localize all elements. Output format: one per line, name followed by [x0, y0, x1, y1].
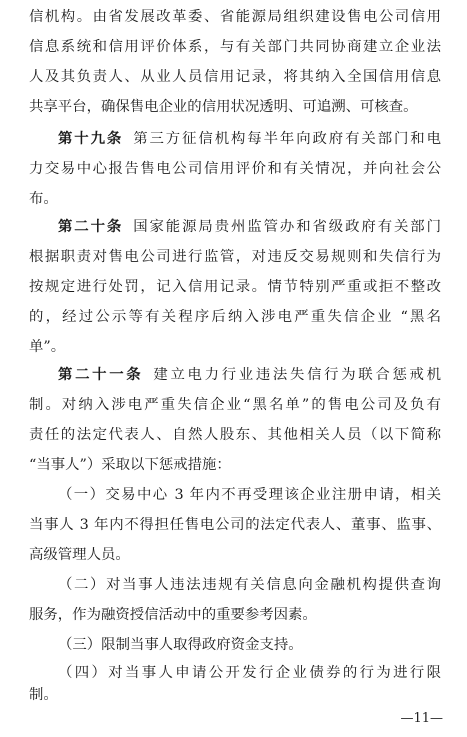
body-text-line: 信机构。由省发展改革委、省能源局组织建设售电公司信用 — [29, 9, 441, 25]
article-21-heading: 第二十一条 — [58, 367, 144, 383]
article-21-text: 建立电力行业违法失信行为联合惩戒机 — [153, 367, 441, 383]
body-text-line: 力交易中心报告售电公司信用评价和有关情况，并向社会公 — [29, 161, 441, 177]
measure-1-line: （一）交易中心 3 年内不再受理该企业注册申请，相关 — [58, 487, 441, 503]
body-text-line: “当事人”）采取以下惩戒措施： — [29, 457, 231, 473]
article-20-text: 国家能源局贵州监管办和省级政府有关部门 — [133, 219, 441, 235]
body-text-line: 制。对纳入涉电严重失信企业“黑名单”的售电公司及负有 — [29, 397, 441, 413]
measure-3-line: （三）限制当事人取得政府资金支持。 — [58, 637, 303, 653]
article-20-heading: 第二十条 — [58, 219, 124, 235]
body-text-line: 制。 — [29, 687, 58, 703]
body-text-line: 布。 — [29, 191, 58, 207]
article-21-line — [58, 360, 441, 390]
article-19-heading: 第十九条 — [58, 131, 124, 147]
article-20-line — [58, 212, 441, 242]
body-text-line: 信息系统和信用评价体系，与有关部门共同协商建立企业法 — [29, 39, 441, 55]
article-19-line — [58, 124, 441, 154]
body-text-line: 共享平台，确保售电企业的信用状况透明、可追溯、可核查。 — [29, 99, 418, 115]
body-text-line: 责任的法定代表人、自然人股东、其他相关人员（以下简称 — [29, 427, 441, 443]
body-text-line: 高级管理人员。 — [29, 547, 130, 563]
body-text-line: 根据职责对售电公司进行监管，对违反交易规则和失信行为 — [29, 249, 441, 265]
article-19-text: 第三方征信机构每半年向政府有关部门和电 — [133, 131, 441, 147]
body-text-line: 按规定进行处罚，记入信用记录。情节特别严重或拒不整改 — [29, 279, 441, 295]
measure-4-line: （四）对当事人申请公开发行企业债券的行为进行限 — [58, 665, 441, 681]
body-text-line: 的，经过公示等有关程序后纳入涉电严重失信企业 “黑名 — [29, 309, 441, 325]
body-text-line: 人及其负责人、从业人员信用记录，将其纳入全国信用信息 — [29, 69, 441, 85]
measure-2-line: （二）对当事人违法违规有关信息向金融机构提供查询 — [58, 577, 441, 593]
body-text-line: 服务，作为融资授信活动中的重要参考因素。 — [29, 607, 317, 623]
body-text-line: 当事人 3 年内不得担任售电公司的法定代表人、董事、监事、 — [29, 517, 441, 533]
body-text-line: 单”。 — [29, 339, 66, 355]
page-number: —11— — [400, 711, 443, 726]
